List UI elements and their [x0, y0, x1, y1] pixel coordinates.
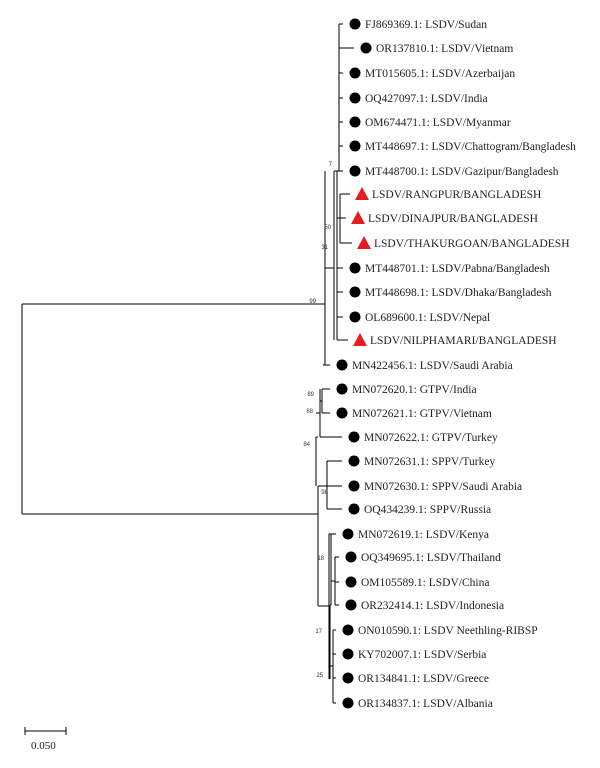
bootstrap-value: 89 — [307, 392, 314, 398]
circle-marker-icon — [349, 432, 360, 443]
bootstrap-value: 18 — [317, 556, 324, 562]
circle-marker-icon — [349, 456, 360, 467]
leaf-labels — [352, 19, 576, 710]
circle-marker-icon — [350, 287, 361, 298]
circle-marker-icon — [350, 312, 361, 323]
circle-marker-icon — [346, 577, 357, 588]
leaf-label: MN072620.1: GTPV/India — [352, 384, 477, 396]
leaf-label: MN072630.1: SPPV/Saudi Arabia — [364, 481, 523, 493]
bootstrap-value: 84 — [303, 442, 310, 448]
circle-marker-icon — [343, 649, 354, 660]
leaf-label: OQ427097.1: LSDV/India — [365, 93, 488, 105]
circle-marker-icon — [346, 600, 357, 611]
leaf-label: MN072621.1: GTPV/Vietnam — [352, 408, 492, 420]
circle-marker-icon — [346, 552, 357, 563]
leaf-label: MT448697.1: LSDV/Chattogram/Bangladesh — [365, 141, 576, 153]
leaf-label: OR232414.1: LSDV/Indonesia — [361, 600, 505, 612]
bootstrap-value: 17 — [315, 629, 322, 635]
leaf-label: MT448698.1: LSDV/Dhaka/Bangladesh — [365, 287, 552, 299]
triangle-marker-icon — [357, 236, 371, 249]
circle-marker-icon — [343, 625, 354, 636]
leaf-label: OR134841.1: LSDV/Greece — [358, 673, 489, 685]
leaf-label: LSDV/DINAJPUR/BANGLADESH — [368, 213, 538, 225]
scale-bar-label: 0.050 — [31, 740, 56, 752]
leaf-label: KY702007.1: LSDV/Serbia — [358, 649, 487, 661]
triangle-marker-icon — [351, 211, 365, 224]
leaf-label: FJ869369.1: LSDV/Sudan — [365, 19, 488, 31]
circle-marker-icon — [350, 141, 361, 152]
leaf-label: MN072622.1: GTPV/Turkey — [364, 432, 498, 444]
bootstrap-value: 31 — [321, 245, 328, 251]
triangle-marker-icon — [353, 333, 367, 346]
bootstrap-value: 7 — [328, 162, 332, 168]
circle-marker-icon — [350, 166, 361, 177]
circle-marker-icon — [337, 384, 348, 395]
leaf-label: LSDV/THAKURGOAN/BANGLADESH — [374, 238, 570, 250]
circle-marker-icon — [350, 19, 361, 30]
leaf-label: OR134837.1: LSDV/Albania — [358, 698, 493, 710]
leaf-label: MT448701.1: LSDV/Pabna/Bangladesh — [365, 263, 550, 275]
circle-marker-icon — [361, 43, 372, 54]
bootstrap-value: 50 — [324, 225, 331, 231]
circle-marker-icon — [343, 673, 354, 684]
leaf-label: MN072619.1: LSDV/Kenya — [358, 529, 489, 541]
leaf-label: OM674471.1: LSDV/Myanmar — [365, 117, 511, 129]
scale-bar — [25, 727, 66, 752]
leaf-label: LSDV/NILPHAMARI/BANGLADESH — [370, 335, 557, 347]
leaf-label: LSDV/RANGPUR/BANGLADESH — [372, 189, 542, 201]
leaf-label: OQ349695.1: LSDV/Thailand — [361, 552, 501, 564]
circle-marker-icon — [350, 263, 361, 274]
circle-marker-icon — [349, 504, 360, 515]
leaf-label: MT448700.1: LSDV/Gazipur/Bangladesh — [365, 166, 559, 178]
circle-marker-icon — [350, 68, 361, 79]
circle-marker-icon — [349, 481, 360, 492]
leaf-label: MT015605.1: LSDV/Azerbaijan — [365, 68, 516, 80]
circle-marker-icon — [350, 117, 361, 128]
circle-marker-icon — [343, 529, 354, 540]
bootstrap-value: 25 — [316, 673, 323, 679]
leaf-label: MN072631.1: SPPV/Turkey — [364, 456, 496, 468]
bootstrap-value: 98 — [321, 490, 328, 496]
circle-marker-icon — [350, 93, 361, 104]
tree-branches — [22, 24, 354, 703]
leaf-label: MN422456.1: LSDV/Saudi Arabia — [352, 360, 513, 372]
leaf-label: OL689600.1: LSDV/Nepal — [365, 312, 491, 324]
leaf-label: ON010590.1: LSDV Neethling-RIBSP — [358, 625, 538, 637]
circle-marker-icon — [337, 360, 348, 371]
bootstrap-value: 88 — [306, 409, 313, 415]
leaf-label: OM105589.1: LSDV/China — [361, 577, 490, 589]
leaf-label: OQ434239.1: SPPV/Russia — [364, 504, 492, 516]
triangle-marker-icon — [355, 187, 369, 200]
circle-marker-icon — [343, 698, 354, 709]
bootstrap-value: 99 — [309, 299, 316, 305]
circle-marker-icon — [337, 408, 348, 419]
leaf-label: OR137810.1: LSDV/Vietnam — [376, 43, 514, 55]
